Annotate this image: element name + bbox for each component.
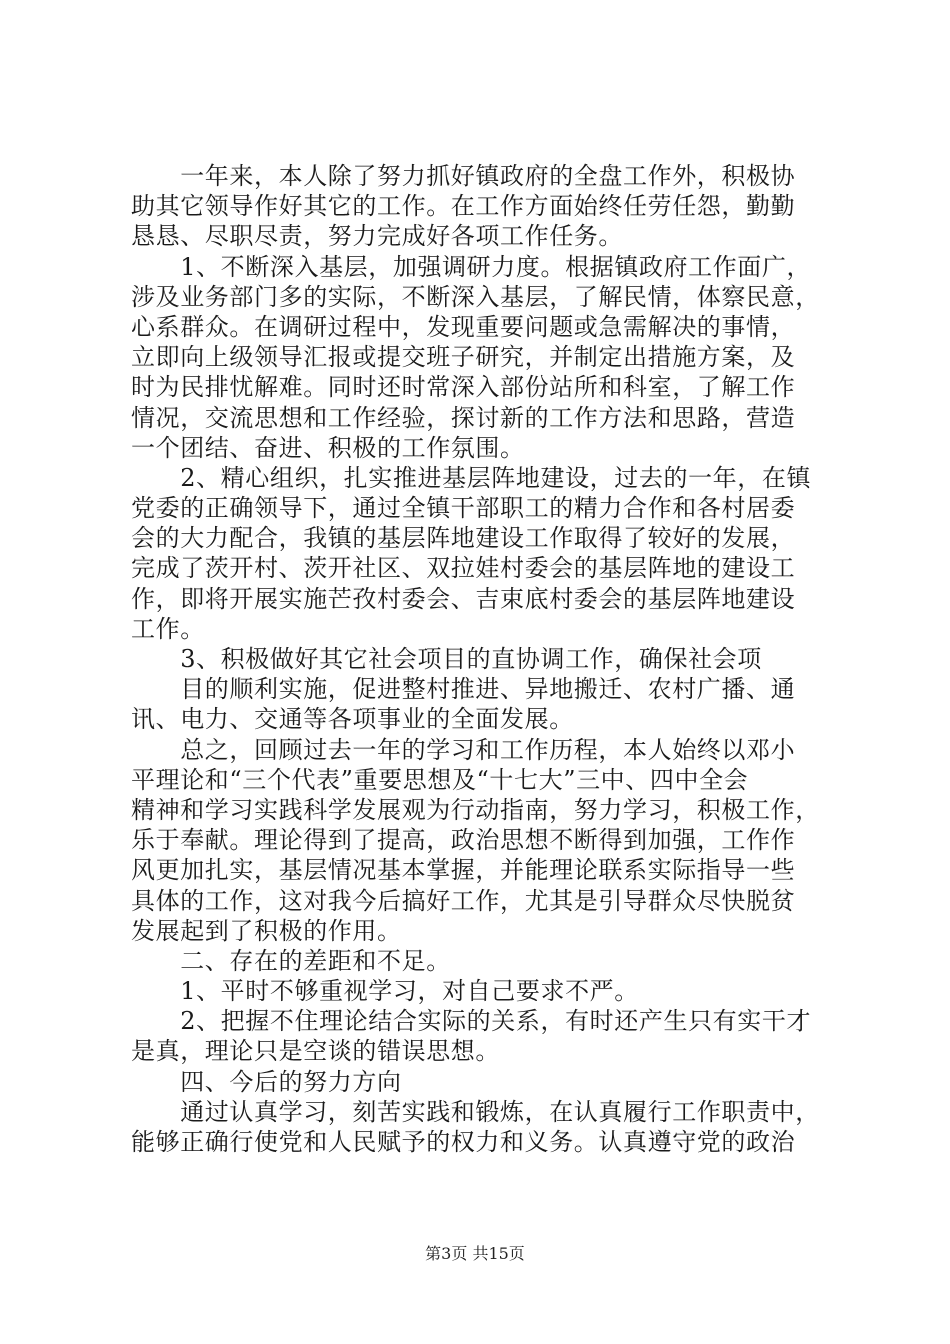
text-line: 党委的正确领导下，通过全镇干部职工的精力合作和各村居委 <box>131 494 796 523</box>
text-line: 会的大力配合，我镇的基层阵地建设工作取得了较好的发展， <box>131 524 796 553</box>
text-line: 四、今后的努力方向 <box>131 1067 402 1096</box>
text-line: 2、把握不住理论结合实际的关系，有时还产生只有实干才 <box>131 1007 812 1036</box>
text-line: 目的顺利实施，促进整村推进、异地搬迁、农村广播、通 <box>131 675 796 704</box>
text-line: 工作。 <box>131 614 205 643</box>
text-line: 总之，回顾过去一年的学习和工作历程，本人始终以邓小 <box>131 735 796 764</box>
text-line: 具体的工作，这对我今后搞好工作，尤其是引导群众尽快脱贫 <box>131 886 796 915</box>
text-line: 涉及业务部门多的实际，不断深入基层，了解民情，体察民意， <box>131 282 820 311</box>
text-line: 发展起到了积极的作用。 <box>131 916 402 945</box>
text-line: 通过认真学习，刻苦实践和锻炼，在认真履行工作职责中， <box>131 1097 820 1126</box>
text-line: 讯、电力、交通等各项事业的全面发展。 <box>131 705 574 734</box>
text-line: 完成了茨开村、茨开社区、双拉娃村委会的基层阵地的建设工 <box>131 554 796 583</box>
text-line: 2、精心组织，扎实推进基层阵地建设，过去的一年，在镇 <box>131 463 812 492</box>
text-line: 平理论和“三个代表”重要思想及“十七大”三中、四中全会 <box>131 765 749 794</box>
text-line: 二、存在的差距和不足。 <box>131 946 451 975</box>
text-line: 一个团结、奋进、积极的工作氛围。 <box>131 433 525 462</box>
text-line: 能够正确行使党和人民赋予的权力和义务。认真遵守党的政治 <box>131 1128 796 1156</box>
text-line: 一年来，本人除了努力抓好镇政府的全盘工作外，积极协 <box>131 162 796 190</box>
text-line: 1、不断深入基层，加强调研力度。根据镇政府工作面广， <box>131 252 812 281</box>
text-line: 恳恳、尽职尽责，努力完成好各项工作任务。 <box>131 222 623 251</box>
document-body <box>131 161 831 1157</box>
text-line: 立即向上级领导汇报或提交班子研究，并制定出措施方案，及 <box>131 343 796 372</box>
text-line: 1、平时不够重视学习，对自己要求不严。 <box>131 977 639 1006</box>
text-line: 是真，理论只是空谈的错误思想。 <box>131 1037 500 1066</box>
text-line: 精神和学习实践科学发展观为行动指南，努力学习，积极工作， <box>131 795 820 824</box>
text-line: 情况，交流思想和工作经验，探讨新的工作方法和思路，营造 <box>131 403 796 432</box>
text-line: 乐于奉献。理论得到了提高，政治思想不断得到加强，工作作 <box>131 826 796 855</box>
text-line: 助其它领导作好其它的工作。在工作方面始终任劳任怨，勤勤 <box>131 192 796 221</box>
text-line: 风更加扎实，基层情况基本掌握，并能理论联系实际指导一些 <box>131 856 796 885</box>
text-line: 时为民排忧解难。同时还时常深入部份站所和科室，了解工作 <box>131 373 796 402</box>
page-footer: 第3页 共15页 <box>425 1244 525 1263</box>
text-line: 作，即将开展实施芒孜村委会、吉束底村委会的基层阵地建设 <box>131 584 796 613</box>
text-line: 3、积极做好其它社会项目的直协调工作，确保社会项 <box>131 645 762 673</box>
text-line: 心系群众。在调研过程中，发现重要问题或急需解决的事情， <box>131 312 796 341</box>
